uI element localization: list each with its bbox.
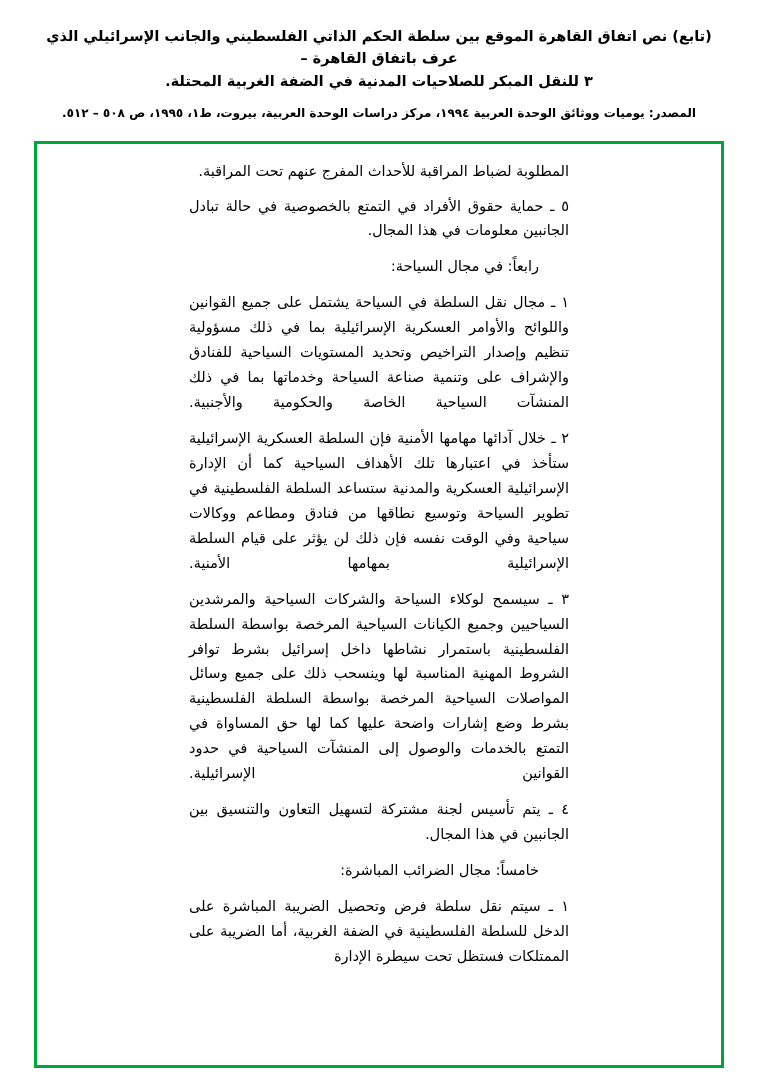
paragraph: ١ ـ مجال نقل السلطة في السياحة يشتمل على جميع القوانين واللوائح والأوامر العسكرية الإسرائيلية بما في ذلك مسؤولية تنظيم وإصدار التراخيص وتحديد المستويات السياحية للفنادق والإشراف على وتنمية صناعة السياحة وخدماتها بما في ذلك المنشآت السياحية الخاصة والحكومية والأجنبية. <box>189 295 569 412</box>
header-source: المصدر: يوميات ووثائق الوحدة العربية ١٩٩٤، مركز دراسات الوحدة العربية، بيروت، ط١، ١٩٩٥، ص ٥٠٨ – ٥١٢. <box>62 106 696 121</box>
header-title-line1: (تابع) نص اتفاق القاهرة الموقع بين سلطة الحكم الذاتي الفلسطيني والجانب الإسرائيلي الذي عرف باتفاق القاهرة – <box>46 29 712 68</box>
paragraph: ٤ ـ يتم تأسيس لجنة مشتركة لتسهيل التعاون والتنسيق بين الجانبين في هذا المجال. <box>189 802 569 844</box>
content-frame <box>34 141 724 1068</box>
section-heading-tourism: رابعاً: في مجال السياحة: <box>390 259 539 276</box>
paragraph: ١ ـ سيتم نقل سلطة فرض وتحصيل الضريبة المباشرة على الدخل للسلطة الفلسطينية في الضفة الغربية، أما الضريبة على الممتلكات فستظل تحت سيطرة الإدارة <box>189 898 569 965</box>
paragraph: ٥ ـ حماية حقوق الأفراد في التمتع بالخصوصية في حالة تبادل الجانبين معلومات في هذا المجال. <box>189 198 569 240</box>
paragraph: المطلوبة لضباط المراقبة للأحداث المفرج عنهم تحت المراقبة. <box>198 163 569 180</box>
paragraph: ٣ ـ سيسمح لوكلاء السياحة والشركات السياحية والمرشدين السياحيين وجميع الكيانات السياحية المرخصة بواسطة السلطة الفلسطينية باستمرار نشاطها داخل إسرائيل بشرط توافر الشروط المهنية المناسبة لها وينسحب ذلك على جميع وسائل المواصلات السياحية المرخصة بواسطة السلطة الفلسطينية بشرط وضع إشارات واضحة عليها كما لها حق المساواة في التمتع بالخدمات والوصول إلى المنشآت السياحية في حدود القوانين الإسرائيلية. <box>189 591 569 783</box>
document-body <box>189 160 569 970</box>
paragraph: ٢ ـ خلال آدائها مهامها الأمنية فإن السلطة العسكرية الإسرائيلية ستأخذ في اعتبارها تلك الأهداف السياحية كما أن الإدارة الإسرائيلية العسكرية والمدنية ستساعد السلطة الفلسطينية في تطوير السياحة وتوسيع نطاقها من فنادق ومطاعم ووكالات سياحية وفي الوقت نفسه فإن ذلك لن يؤثر على قيام السلطة الإسرائيلية بمهامها الأمنية. <box>189 431 569 572</box>
section-heading-taxes: خامساً: مجال الضرائب المباشرة: <box>340 863 539 880</box>
header-title-line2: ٣ للنقل المبكر للصلاحيات المدنية في الضفة الغربية المحتلة. <box>165 73 593 90</box>
document-header <box>34 26 724 124</box>
